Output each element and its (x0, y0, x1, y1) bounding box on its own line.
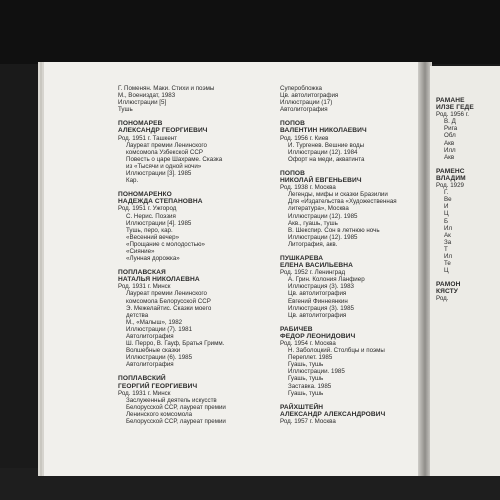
artist-name: ПУШКАРЕВА (280, 254, 324, 262)
entry-line: Гуашь, тушь (288, 375, 324, 383)
entry-line: Евгений Финнеянкин (288, 297, 348, 305)
entry-line: Повесть о царе Шахраме. Сказка (126, 155, 223, 163)
entry-line: Иллюстрации (17) (280, 99, 333, 107)
continued-entry (118, 85, 258, 113)
entry-line: Кар. (126, 177, 139, 185)
entry-line: Цв. автолитография (280, 92, 339, 100)
entry-line: Тушь (118, 106, 133, 114)
entry-line: Ш. Перро, В. Гауф, Братья Гримм. (126, 340, 225, 348)
entry-line: В. Шекспир. Сон в летнюю ночь (288, 226, 380, 234)
entry-line: Род. 1951 г. Ташкент (118, 134, 178, 142)
entry-line: Цв. автолитография (288, 290, 347, 298)
entry-line: Белорусской ССР, лауреат премии (126, 418, 226, 426)
entry-line: Иллюстрации (12). 1984 (288, 148, 358, 156)
column-right-partial (436, 97, 500, 310)
entry-line: Н. Заболоцкий. Столбцы и поэмы (288, 347, 385, 355)
artist-name: РАБИЧЕВ (280, 325, 313, 333)
entry-line: Акв., гуашь, тушь (288, 219, 338, 227)
artist-entry (280, 255, 418, 319)
entry-line: Г. (444, 189, 449, 197)
entry-line: Иллюстрации [4]. 1985 (126, 219, 192, 227)
entry-line: «Сияние» (126, 247, 155, 255)
entry-line: Ц (444, 267, 449, 275)
entry-line: Род. 1931 г. Минск (118, 283, 171, 291)
entry-line: Тушь, перо, кар. (126, 226, 173, 234)
entry-line: Род. 1929 (436, 182, 464, 190)
entry-line: Т (444, 245, 448, 253)
artist-name: ПОНОМАРЕВ (118, 120, 163, 128)
artist-name: ПОПЛАВСКИЙ (118, 375, 166, 383)
entry-line: Г. Поменян. Маки. Стихи и поэмы (118, 85, 215, 92)
entry-line: Заставка. 1985 (288, 382, 332, 390)
entry-line: Илл (444, 146, 456, 154)
entry-line: «Весенний вечер» (126, 233, 180, 241)
artist-entry (118, 120, 258, 184)
entry-line: Э. Межелайтис. Сказки моего (126, 304, 212, 312)
entry-line: Переплет. 1985 (288, 354, 333, 362)
entry-line: Рига (444, 125, 458, 133)
artist-entry (118, 191, 258, 262)
entry-line: Офорт на меди, акватинта (288, 155, 365, 163)
entry-line: «Лунная дорожка» (126, 255, 180, 263)
continued-entry (280, 85, 418, 113)
entry-line: Б (444, 217, 449, 225)
entry-line: И. Тургенев. Вешние воды (288, 141, 365, 149)
entry-line: Род. 1951 г. Ужгород (118, 205, 177, 213)
artist-name: ГЕОРГИЙ ГЕОРГИЕВИЧ (118, 382, 198, 390)
entry-line: Гуашь, тушь (288, 361, 324, 369)
entry-line: Иллюстрации (6). 1985 (126, 354, 193, 362)
entry-line: Автолитография (280, 106, 328, 114)
artist-name: ВЛАДИМ (436, 174, 466, 182)
entry-line: Легенды, мифы и сказки Бразилии (288, 191, 388, 199)
column-middle (280, 85, 418, 432)
entry-line: Лауреат премии Ленинского (126, 141, 207, 149)
entry-line: Род. (436, 295, 449, 303)
entry-line: Те (444, 260, 451, 268)
entry-line: Род. 1952 г. Ленинград (280, 269, 346, 277)
entry-line: Иллюстрации [3]. 1985 (126, 170, 192, 178)
entry-line: Род. 1954 г. Москва (280, 340, 336, 347)
artist-name: ПОНОМАРЕНКО (118, 191, 172, 199)
artist-entry (436, 168, 500, 274)
entry-line: И (444, 203, 449, 211)
artist-name: АЛЕКСАНДР АЛЕКСАНДРОВИЧ (280, 410, 386, 418)
artist-name: РАМЕНС (436, 167, 465, 175)
artist-name: ИЛЗЕ ГЕДЕ (436, 104, 474, 112)
entry-line: Иллюстрации (12). 1985 (288, 233, 358, 241)
entry-line: Иллюстрации (7). 1981 (126, 325, 193, 333)
artist-name: РАЙХШТЕЙН (280, 403, 324, 411)
entry-line: Литография, акв. (288, 240, 338, 248)
entry-line: Волшебные сказки (126, 347, 181, 355)
entry-line: из «Тысячи и одной ночи» (126, 162, 202, 170)
entry-line: комсомола Узбекской ССР (126, 148, 203, 156)
entry-line: Суперобложка (280, 85, 322, 92)
artist-entry (436, 97, 500, 161)
entry-line: Белорусской ССР, лауреат премии (126, 403, 226, 411)
entry-line: С. Нерис. Поэзия (126, 212, 176, 220)
entry-line: М., «Малыш», 1982 (126, 318, 183, 326)
entry-line: Гуашь, тушь (288, 389, 324, 397)
entry-line: комсомола Белорусской ССР (126, 297, 211, 305)
artist-name: НИКОЛАЙ ЕВГЕНЬЕВИЧ (280, 177, 362, 185)
artist-entry (436, 281, 500, 302)
entry-line: Автолитография (126, 361, 174, 369)
backdrop-top (0, 0, 500, 64)
entry-line: Ве (444, 196, 452, 204)
entry-line: Автолитография (126, 333, 174, 340)
artist-name: ВАЛЕНТИН НИКОЛАЕВИЧ (280, 127, 367, 135)
artist-name: НАДЕЖДА СТЕПАНОВНА (118, 198, 203, 206)
entry-line: Иллюстрации. 1985 (288, 368, 345, 376)
artist-name: РАМОН (436, 281, 461, 289)
entry-line: Цв. автолитография (288, 311, 347, 319)
artist-name: НАТАЛЬЯ НИКОЛАЕВНА (118, 276, 200, 284)
artist-entry (280, 170, 418, 248)
entry-line: Иллюстрация (3). 1985 (288, 304, 354, 312)
entry-line: Ц (444, 210, 449, 218)
artist-name: КЯСТУ (436, 288, 458, 296)
entry-line: Иллюстрация (3). 1983 (288, 283, 354, 291)
artist-name: ФЕДОР ЛЕОНИДОВИЧ (280, 332, 356, 340)
entry-line: Акв (444, 153, 455, 161)
entry-line: Лауреат премии Ленинского (126, 290, 207, 298)
entry-line: За (444, 238, 452, 246)
artist-entry (118, 375, 258, 425)
entry-line: Иллюстрации [5] (118, 99, 167, 107)
entry-line: Заслуженный деятель искусств (126, 396, 217, 404)
entry-line: Иллюстрации (12). 1985 (288, 212, 358, 220)
entry-line: Ил (444, 252, 453, 260)
artist-name: ПОПЛАВСКАЯ (118, 269, 166, 277)
entry-line: литература», Москва (288, 205, 349, 213)
column-left (118, 85, 258, 432)
entry-line: Для «Издательства «Художественная (288, 198, 397, 206)
artist-name: ПОПОВ (280, 169, 305, 177)
entry-line: Род. 1957 г. Москва (280, 417, 336, 425)
entry-line: детства (126, 311, 149, 319)
entry-line: Род. 1956 г. (436, 111, 469, 119)
entry-line: Обл (444, 132, 456, 140)
entry-line: «Прощание с молодостью» (126, 240, 205, 248)
artist-entry (118, 269, 258, 368)
entry-line: Род. 1931 г. Минск (118, 389, 171, 397)
entry-line: А. Грин. Колония Ланфиер (288, 276, 365, 284)
artist-entry (280, 404, 418, 425)
entry-line: Род. 1938 г. Москва (280, 184, 336, 192)
entry-line: М., Воениздат, 1983 (118, 92, 176, 100)
entry-line: В. Д (444, 118, 456, 126)
artist-name: ПОПОВ (280, 120, 305, 128)
artist-name: РАМАНЕ (436, 97, 465, 104)
artist-entry (280, 120, 418, 163)
artist-entry (280, 326, 418, 397)
entry-line: Ак (444, 231, 451, 239)
artist-name: ЕЛЕНА ВАСИЛЬЕВНА (280, 262, 353, 270)
entry-line: Ил (444, 224, 453, 232)
entry-line: Ленинского комсомола (126, 410, 193, 418)
artist-name: АЛЕКСАНДР ГЕОРГИЕВИЧ (118, 127, 208, 135)
entry-line: Акв (444, 139, 455, 147)
entry-line: Род. 1956 г. Киев (280, 134, 329, 142)
